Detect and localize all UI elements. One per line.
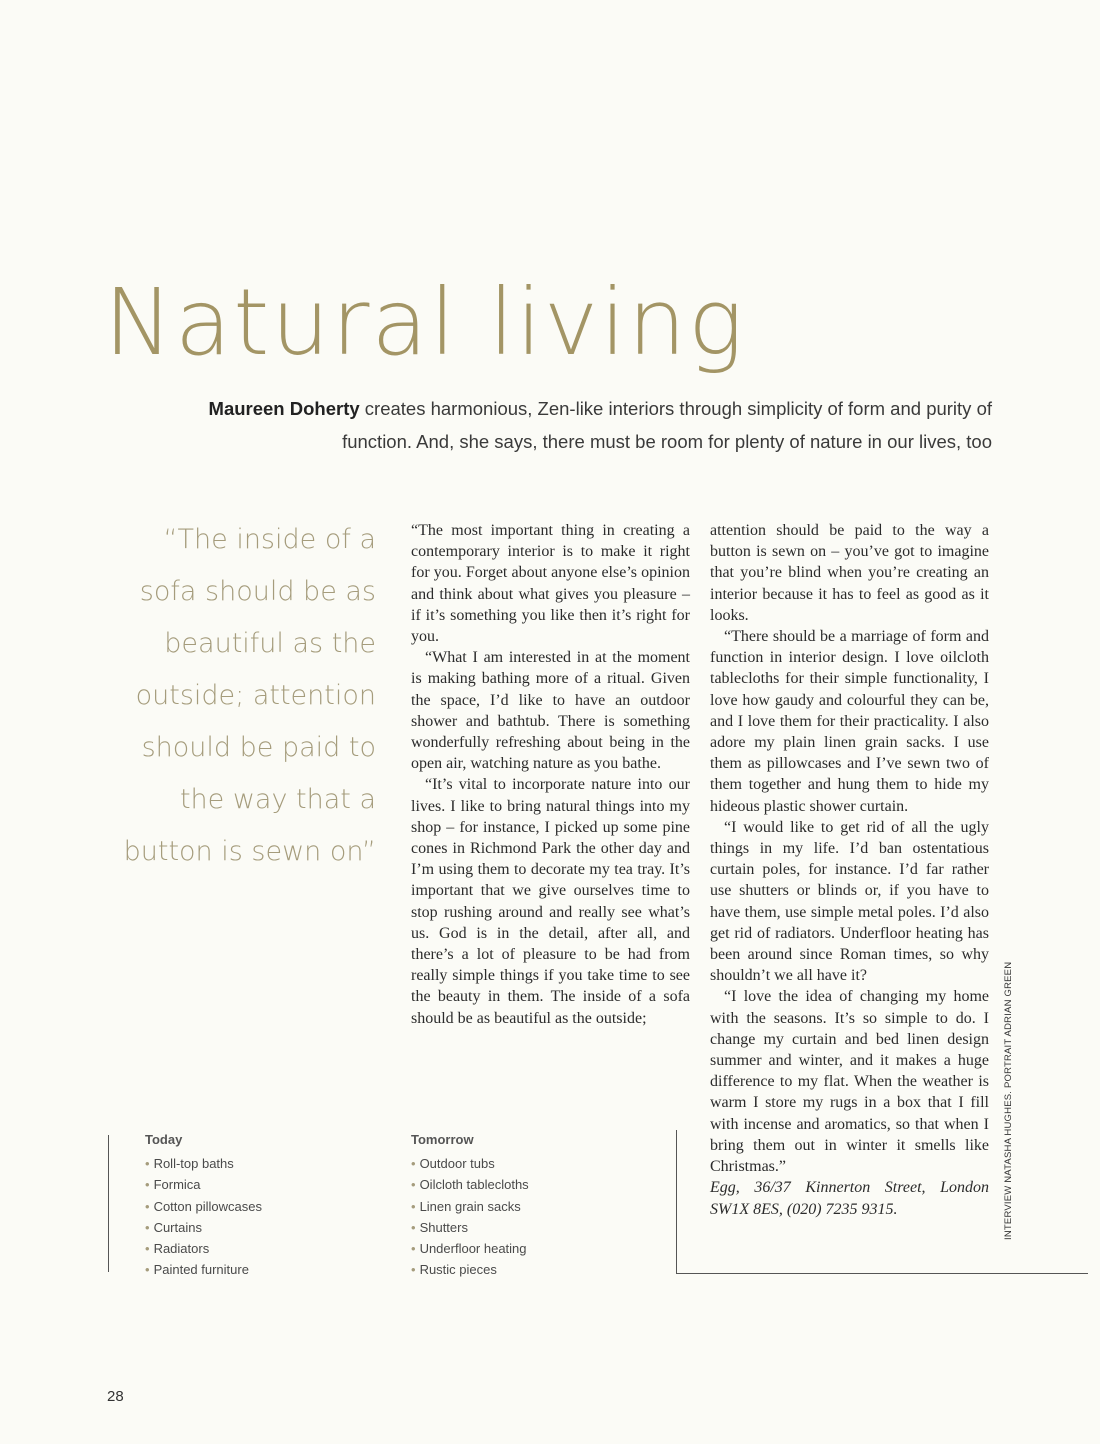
list-item: • Radiators [145, 1238, 262, 1259]
body-column-1 [411, 520, 690, 1029]
tomorrow-heading: Tomorrow [411, 1132, 474, 1147]
today-list [145, 1132, 262, 1281]
article-title: Natural living [104, 269, 746, 376]
list-item: • Oilcloth tablecloths [411, 1174, 529, 1195]
divider [676, 1273, 1088, 1274]
list-item: • Rustic pieces [411, 1259, 529, 1280]
standfirst [150, 392, 992, 458]
paragraph: “The most important thing in creating a contemporary interior is to make it right for you. Forget about anyone else’s opinion and think about what gives you pleasure – if it’s something you like then it’s right for you. [411, 522, 690, 646]
photo-credit: INTERVIEW NATASHA HUGHES. PORTRAIT ADRIAN GREEN [1003, 961, 1014, 1240]
today-heading: Today [145, 1132, 183, 1147]
subject-name: Maureen Doherty [208, 398, 360, 419]
list-item: • Shutters [411, 1217, 529, 1238]
standfirst-line-2: function. And, she says, there must be room for plenty of nature in our lives, too [342, 431, 992, 452]
divider [108, 1135, 109, 1272]
list-item: • Roll-top baths [145, 1153, 262, 1174]
list-item: • Outdoor tubs [411, 1153, 529, 1174]
list-item: • Cotton pillowcases [145, 1196, 262, 1217]
paragraph: “I love the idea of changing my home with the seasons. It’s so simple to do. I change my curtain and bed linen design summer and winter, and it makes a huge difference to my flat. When the weather is warm I store my rugs in a box that I fill with incense and aromatics, so that when I bring them out in winter it smells like Christmas.” [710, 988, 989, 1176]
page-number: 28 [107, 1388, 124, 1405]
list-item: • Curtains [145, 1217, 262, 1238]
shop-address: Egg, 36/37 Kinnerton Street, London SW1X 8ES, (020) 7235 9315. [710, 1179, 989, 1218]
list-item: • Underfloor heating [411, 1238, 529, 1259]
paragraph: “What I am interested in at the moment is making bathing more of a ritual. Given the space, I’d like to have an outdoor shower and bathtub. There is something wonderfully refreshing about being in the open air, watching nature as you bathe. [411, 649, 690, 773]
standfirst-line-1: creates harmonious, Zen-like interiors through simplicity of form and purity of [359, 398, 992, 419]
paragraph: “It’s vital to incorporate nature into our lives. I like to bring natural things into my shop – for instance, I picked up some pine cones in Richmond Park the other day and I’m using them to decorate my tea tray. It’s important that we give ourselves time to stop rushing around and really see what’s us. God is in the detail, after all, and there’s a lot of pleasure to be had from really simple things if you take time to see the beauty in them. The inside of a sofa should be as beautiful as the outside; [411, 776, 690, 1027]
divider [676, 1130, 677, 1273]
list-item: • Painted furniture [145, 1259, 262, 1280]
body-column-2 [710, 520, 989, 1220]
paragraph: “There should be a marriage of form and function in interior design. I love oilcloth tablecloths for their simple functionality, I love how gaudy and colourful they can be, and I love them for their practicality. I also adore my plain linen grain sacks. I use them as pillowcases and I’ve sewn two of them together and hung them to hide my hideous plastic shower curtain. [710, 628, 989, 815]
paragraph: “I would like to get rid of all the ugly things in my life. I’d ban ostentatious curtain poles, for instance. I’d far rather use shutters or blinds or, if you have to have them, use simple metal poles. I’d also get rid of radiators. Underfloor heating has been around since Roman times, so why shouldn’t we all have it? [710, 818, 989, 985]
tomorrow-list [411, 1132, 529, 1281]
list-item: • Linen grain sacks [411, 1196, 529, 1217]
paragraph: attention should be paid to the way a button is sewn on – you’ve got to imagine that you’re blind when you’re creating an interior because it has to feel as good as it looks. [710, 522, 989, 624]
pull-quote: “The inside of a sofa should be as beautiful as the outside; attention should be paid to the way that a button is sewn on” [123, 524, 376, 867]
list-item: • Formica [145, 1174, 262, 1195]
